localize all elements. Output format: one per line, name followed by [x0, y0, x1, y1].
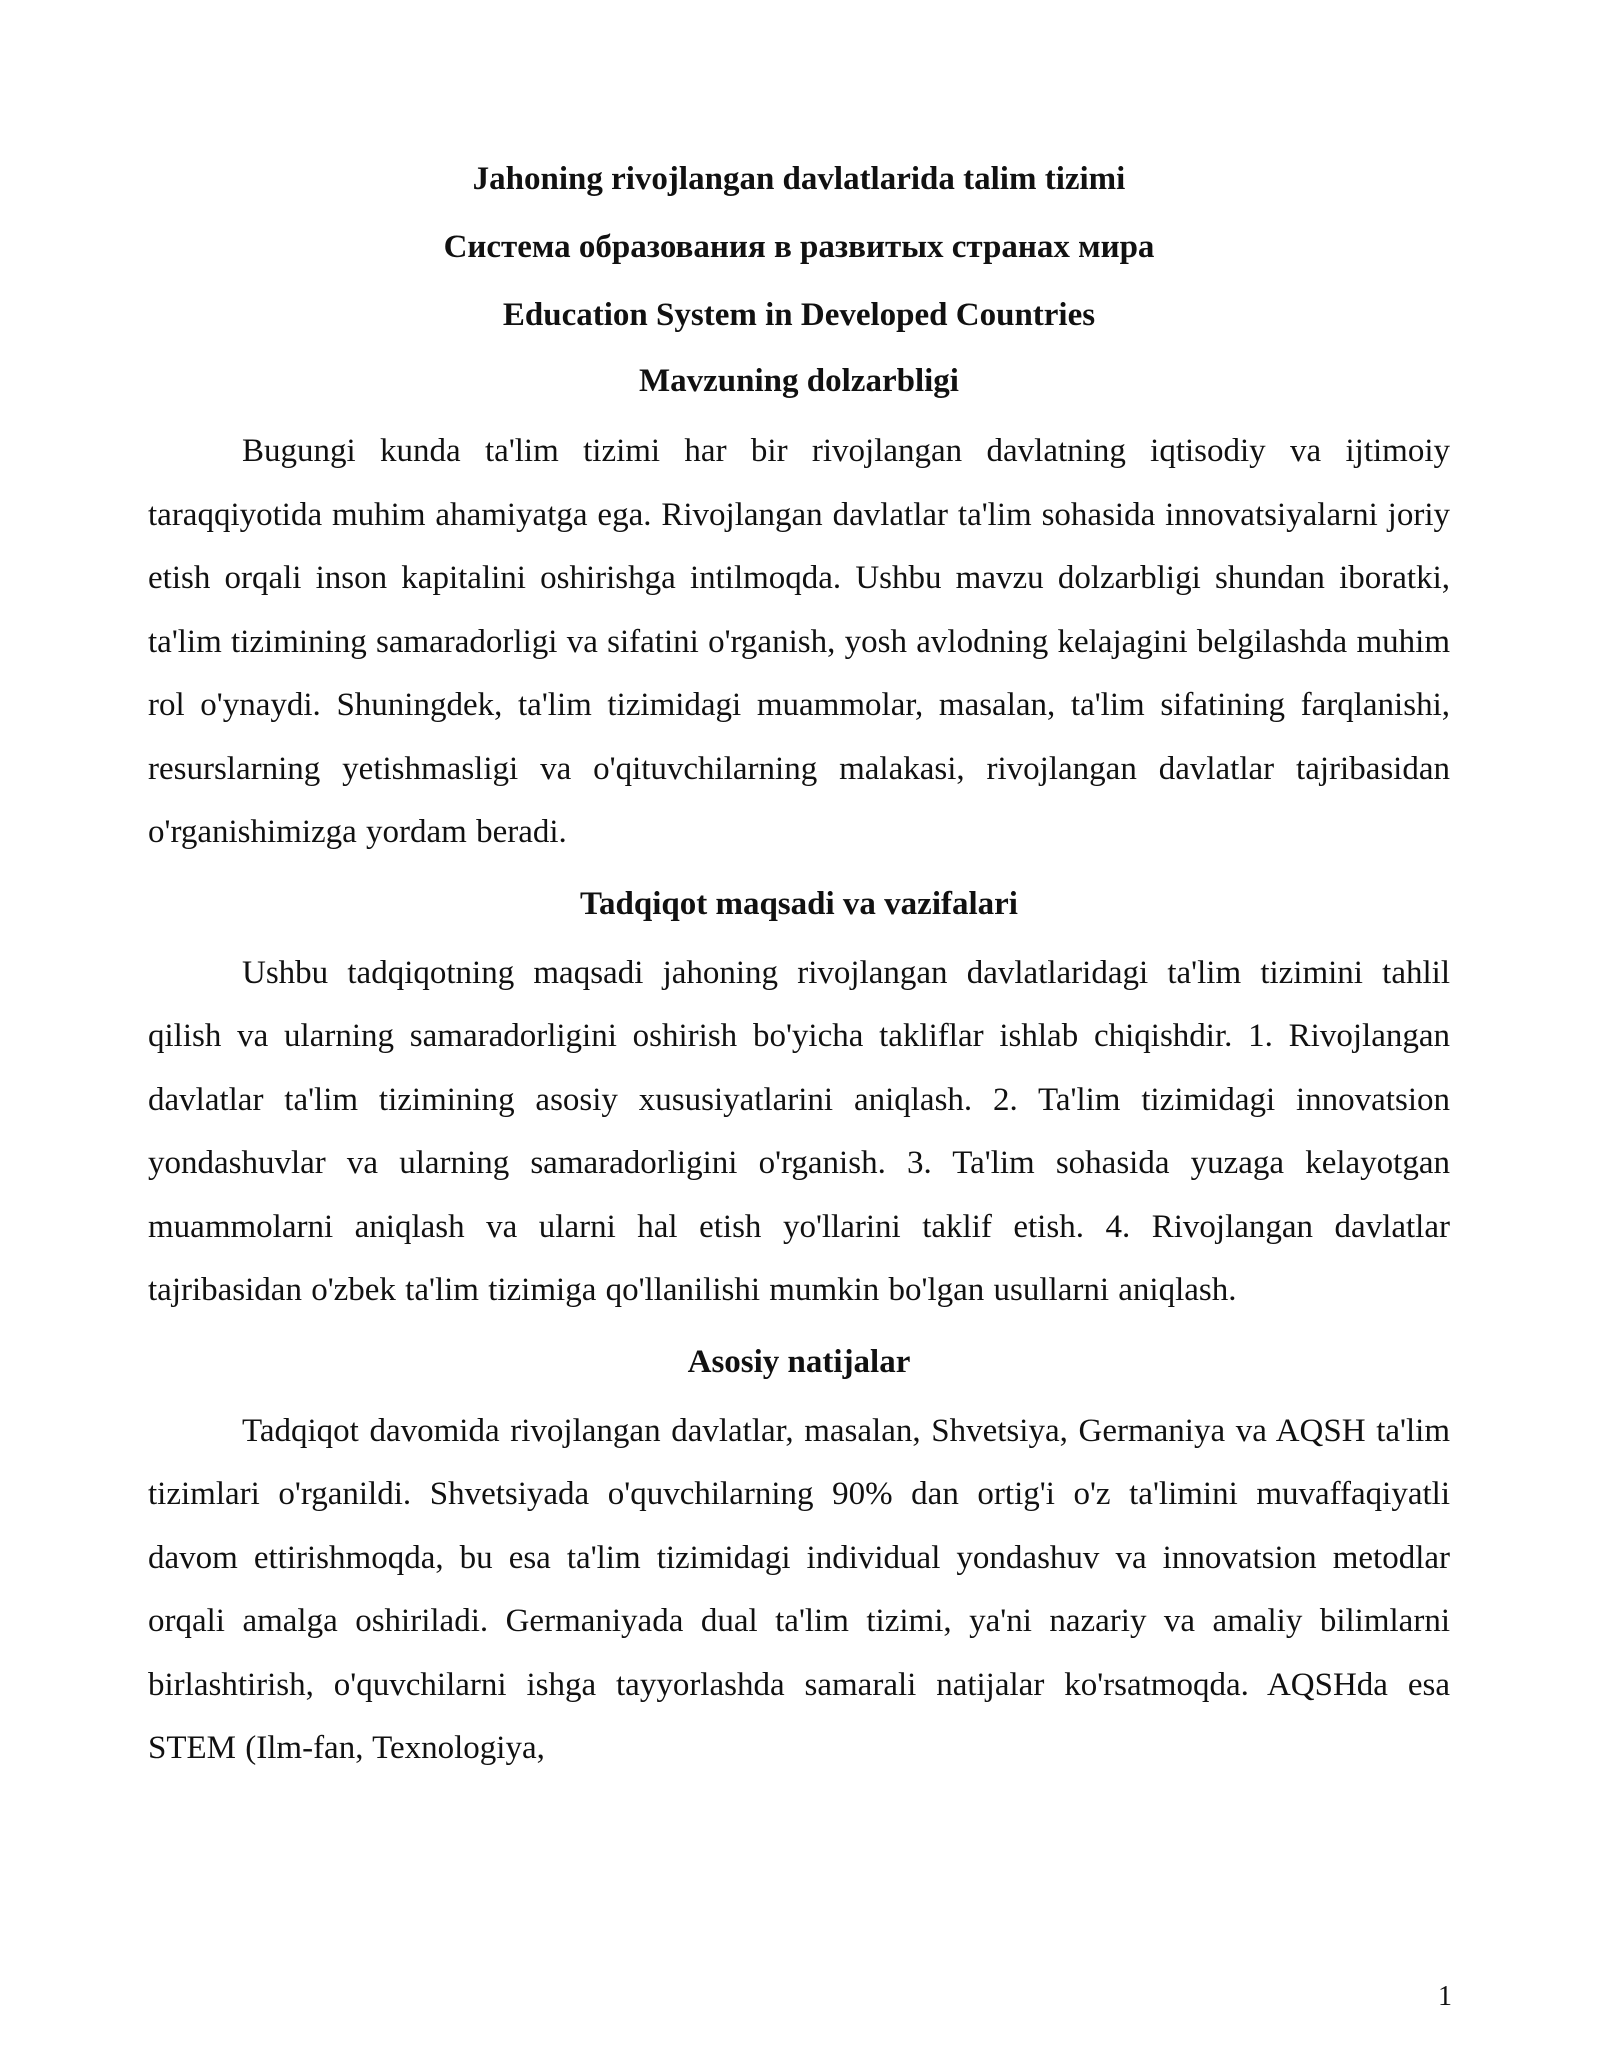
title-block	[148, 145, 1450, 349]
section-relevance	[148, 357, 1450, 865]
section-heading: Tadqiqot maqsadi va vazifalari	[580, 885, 1018, 922]
section-paragraph: Ushbu tadqiqotning maqsadi jahoning rivojlangan davlatlaridagi ta'lim tizimini tahlil qilish va ularning samaradorligini oshirish bo'yicha takliflar ishlab chiqishdir. 1. Rivojlangan davlatlar ta'lim tizimining asosiy xususiyatlarini aniqlash. 2. Ta'lim tizimidagi innovatsion yondashuvlar va ularning samaradorligini o'rganish. 3. Ta'lim sohasida yuzaga kelayotgan muammolarni aniqlash va ularni hal etish yo'llarini taklif etish. 4. Rivojlangan davlatlar tajribasidan o'zbek ta'lim tizimiga qo'llanilishi mumkin bo'lgan usullarni aniqlash.	[148, 954, 1450, 1308]
title-uzbek: Jahoning rivojlangan davlatlarida talim tizimi	[472, 161, 1126, 197]
section-heading: Asosiy natijalar	[687, 1343, 911, 1380]
page-number: 1	[1438, 1981, 1452, 2012]
section-heading: Mavzuning dolzarbligi	[639, 363, 959, 399]
title-english: Education System in Developed Countries	[502, 297, 1096, 333]
section-paragraph: Tadqiqot davomida rivojlangan davlatlar, masalan, Shvetsiya, Germaniya va AQSH ta'lim tizimlari o'rganildi. Shvetsiyada o'quvchilarning 90% dan ortig'i o'z ta'limini muvaffaqiyatli davom ettirishmoqda, bu esa ta'lim tizimidagi individual yondashuv va innovatsion metodlar orqali amalga oshiriladi. Germaniyada dual ta'lim tizimi, ya'ni nazariy va amaliy bilimlarni birlashtirish, o'quvchilarni ishga tayyorlashda samarali natijalar ko'rsatmoqda. AQSHda esa STEM (Ilm-fan, Texnologiya,	[148, 1412, 1450, 1766]
title-russian: Система образования в развитых странах мира	[443, 229, 1155, 265]
section-results	[148, 1338, 1450, 1781]
document-body	[148, 145, 1450, 1781]
section-paragraph: Bugungi kunda ta'lim tizimi har bir rivojlangan davlatning iqtisodiy va ijtimoiy taraqqiyotida muhim ahamiyatga ega. Rivojlangan davlatlar ta'lim sohasida innovatsiyalarni joriy etish orqali inson kapitalini oshirishga intilmoqda. Ushbu mavzu dolzarbligi shundan iboratki, ta'lim tizimining samaradorligi va sifatini o'rganish, yosh avlodning kelajagini belgilashda muhim rol o'ynaydi. Shuningdek, ta'lim tizimidagi muammolar, masalan, ta'lim sifatining farqlanishi, resurslarning yetishmasligi va o'qituvchilarning malakasi, rivojlangan davlatlar tajribasidan o'rganishimizga yordam beradi.	[148, 433, 1450, 850]
section-goals	[148, 880, 1450, 1323]
